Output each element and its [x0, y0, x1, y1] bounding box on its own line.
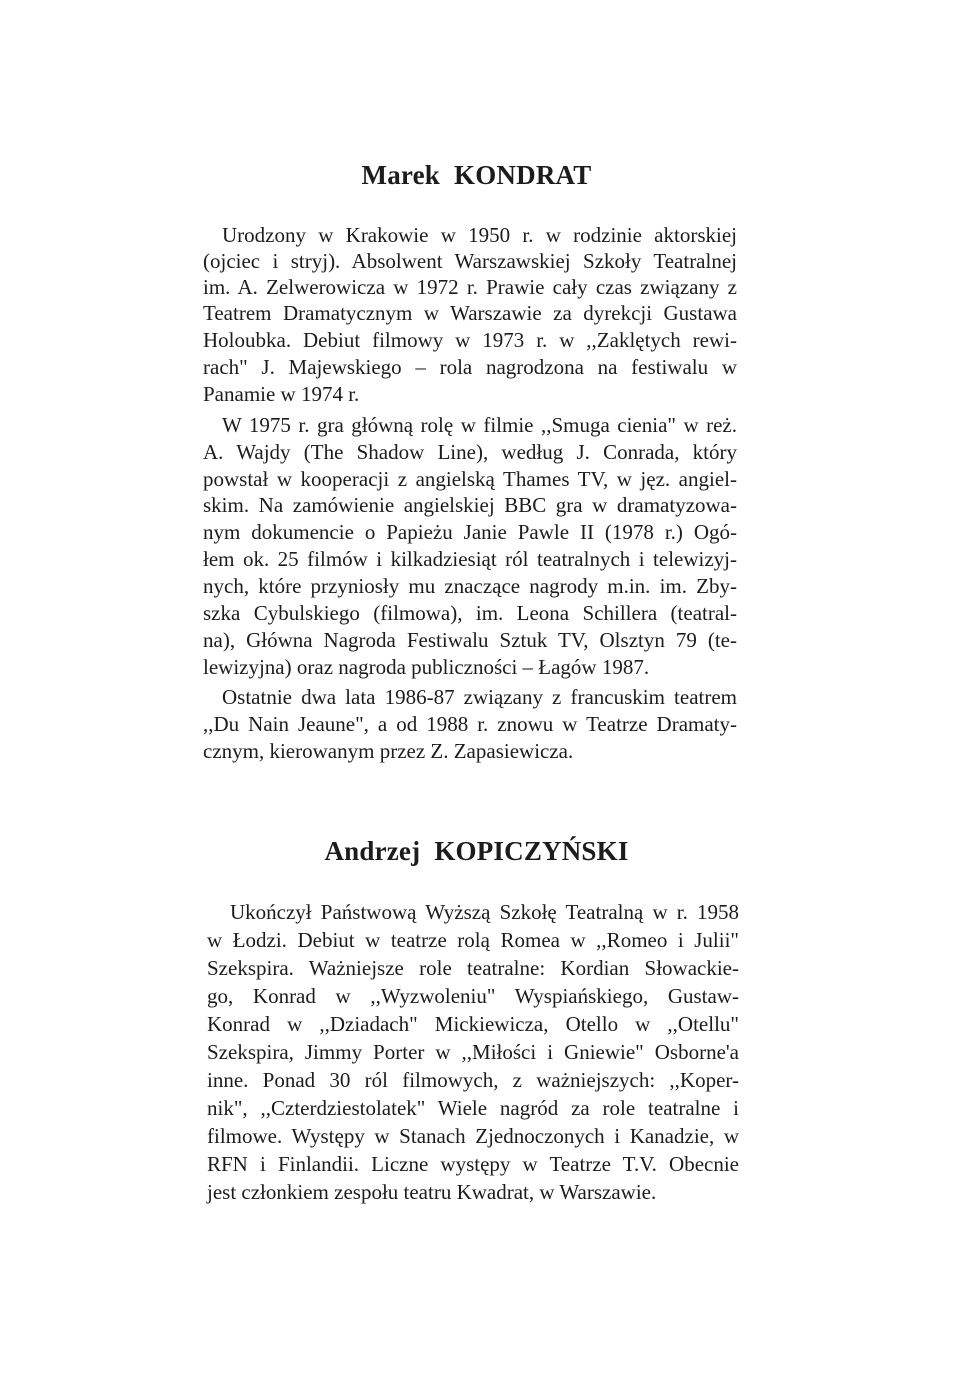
actor-given-name: Marek [361, 160, 441, 190]
bio-line: lewizyjna) oraz nagroda publiczności – Łagów 1987. [203, 655, 650, 679]
bio-line: RFN i Finlandii. Liczne występy w Teatrze T.V. Obecnie [207, 1152, 739, 1176]
bio-line: go, Konrad w ,,Wyzwoleniu" Wyspiańskiego, Gustaw- [207, 984, 739, 1008]
bio-line: (ojciec i stryj). Absolwent Warszawskiej Szkoły Teatralnej [203, 249, 737, 273]
bio-line: ,,Du Nain Jeaune", a od 1988 r. znowu w Teatrze Dramaty- [203, 712, 737, 736]
actor-section-kondrat [0, 160, 953, 191]
actor-section-kopiczynski [0, 836, 953, 867]
bio-line: Urodzony w Krakowie w 1950 r. w rodzinie aktorskiej [222, 223, 737, 247]
bio-line: nych, które przyniosły mu znaczące nagrody m.in. im. Zby- [203, 574, 737, 598]
bio-line: powstał w kooperacji z angielską Thames TV, w jęz. angiel- [203, 467, 737, 491]
bio-line: łem ok. 25 filmów i kilkadziesiąt ról teatralnych i telewizyj- [203, 547, 737, 571]
bio-line: Ukończył Państwową Wyższą Szkołę Teatralną w r. 1958 [230, 900, 739, 924]
bio-line: Panamie w 1974 r. [203, 382, 360, 406]
bio-line: filmowe. Występy w Stanach Zjednoczonych i Kanadzie, w [207, 1124, 739, 1148]
bio-line: Holoubka. Debiut filmowy w 1973 r. w ,,Zaklętych rewi- [203, 328, 737, 352]
bio-line: skim. Na zamówienie angielskiej BBC gra w dramatyzowa- [203, 493, 737, 517]
bio-line: szka Cybulskiego (filmowa), im. Leona Schillera (teatral- [203, 601, 737, 625]
actor-name-heading [0, 160, 953, 191]
bio-line: nik", ,,Czterdziestolatek" Wiele nagród za role teatralne i [207, 1096, 739, 1120]
bio-line: jest członkiem zespołu teatru Kwadrat, w Warszawie. [207, 1180, 657, 1204]
actor-name-heading [0, 836, 953, 867]
bio-line: Teatrem Dramatycznym w Warszawie za dyrekcji Gustawa [203, 301, 737, 325]
bio-line: Ostatnie dwa lata 1986-87 związany z francuskim teatrem [222, 685, 737, 709]
bio-line: im. A. Zelwerowicza w 1972 r. Prawie cały czas związany z [203, 275, 737, 299]
actor-surname: KONDRAT [454, 160, 592, 190]
bio-line: inne. Ponad 30 ról filmowych, z ważniejszych: ,,Koper- [207, 1068, 739, 1092]
actor-surname: KOPICZYŃSKI [434, 836, 629, 866]
bio-line: nym dokumencie o Papieżu Janie Pawle II (1978 r.) Ogó- [203, 520, 737, 544]
bio-line: w Łodzi. Debiut w teatrze rolą Romea w ,,Romeo i Julii" [207, 928, 739, 952]
actor-given-name: Andrzej [324, 836, 421, 866]
bio-line: Szekspira, Jimmy Porter w ,,Miłości i Gniewie" Osborne'a [207, 1040, 739, 1064]
bio-line: na), Główna Nagroda Festiwalu Sztuk TV, Olsztyn 79 (te- [203, 628, 737, 652]
bio-line: rach" J. Majewskiego – rola nagrodzona na festiwalu w [203, 355, 737, 379]
bio-line: A. Wajdy (The Shadow Line), według J. Conrada, który [203, 440, 737, 464]
bio-line: W 1975 r. gra główną rolę w filmie ,,Smuga cienia" w reż. [222, 413, 737, 437]
bio-line: Szekspira. Ważniejsze role teatralne: Kordian Słowackie- [207, 956, 739, 980]
bio-line: Konrad w ,,Dziadach" Mickiewicza, Otello w ,,Otellu" [207, 1012, 739, 1036]
bio-line: cznym, kierowanym przez Z. Zapasiewicza. [203, 739, 574, 763]
